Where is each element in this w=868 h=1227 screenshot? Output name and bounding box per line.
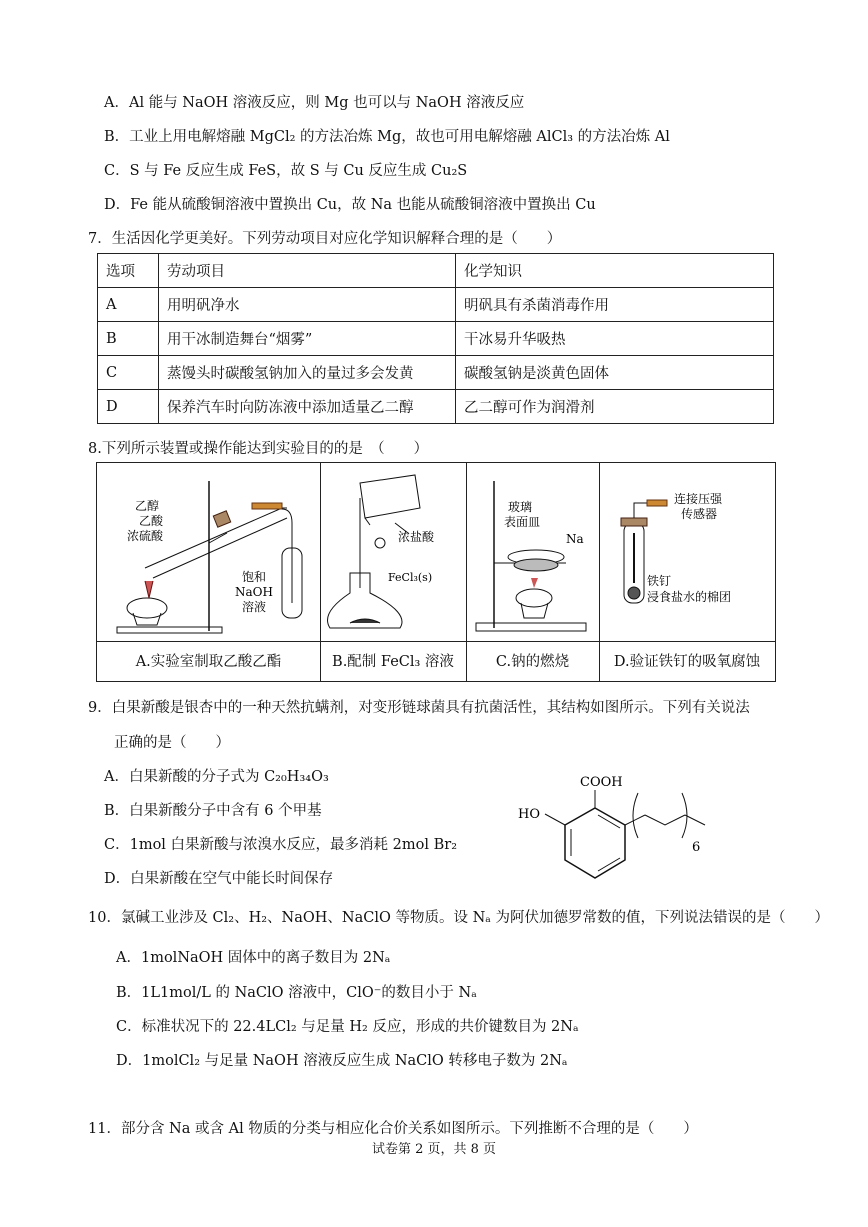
label-acetic-acid: 乙酸 [139,514,164,528]
table-cell: 用干冰制造舞台“烟雾” [159,322,456,356]
q9-option-d: D．白果新酸在空气中能长时间保存 [104,871,334,887]
sodium-burning-figure [466,463,599,641]
caption-a: A.实验室制取乙酸乙酯 [97,641,320,682]
table-cell: 保养汽车时向防冻液中添加适量乙二醇 [159,390,456,424]
label-naoh: NaOH [235,585,273,599]
table-cell: 用明矾净水 [159,288,456,322]
q6-option-b: B．工业上用电解熔融 MgCl₂ 的方法冶炼 Mg，故也可用电解熔融 AlCl₃ 的方法冶炼 Al [104,129,670,145]
table-cell: B [98,322,159,356]
table-cell: 碳酸氢钠是淡黄色固体 [456,356,774,390]
q10-option-d: D．1molCl₂ 与足量 NaOH 溶液反应生成 NaClO 转移电子数为 2Nₐ [116,1053,568,1069]
table-row [98,356,774,390]
q7-stem: 7．生活因化学更美好。下列劳动项目对应化学知识解释合理的是（ ） [88,231,562,247]
label-na: Na [566,532,584,546]
page-footer: 试卷第 2 页，共 8 页 [371,1142,497,1157]
fecl3-flask-figure [320,463,466,641]
q10-option-c: C．标准状况下的 22.4LCl₂ 与足量 H₂ 反应，形成的共价键数目为 2Nₐ [116,1019,579,1035]
q9-stem-cont: 正确的是（ ） [114,735,230,751]
q10-option-b: B．1L1mol/L 的 NaClO 溶液中，ClO⁻的数目小于 Nₐ [116,985,477,1001]
label-saturated: 饱和 [242,570,267,584]
q6-option-a: A．Al 能与 NaOH 溶液反应，则 Mg 也可以与 NaOH 溶液反应 [104,95,525,111]
q9-option-c: C．1mol 白果新酸与浓溴水反应，最多消耗 2mol Br₂ [104,837,458,853]
table-row [98,322,774,356]
label-pressure-link: 连接压强 [674,492,723,506]
label-sulfuric-acid: 浓硫酸 [127,529,164,543]
table-cell: 明矾具有杀菌消毒作用 [456,288,774,322]
q11-stem: 11．部分含 Na 或含 Al 物质的分类与相应化合价关系如图所示。下列推断不合理的是（ ） [88,1121,698,1137]
table-cell: A [98,288,159,322]
q8-stem: 8.下列所示装置或操作能达到实验目的的是 （ ） [88,441,429,457]
q9-option-b: B．白果新酸分子中含有 6 个甲基 [104,803,322,819]
label-fecl3-solid: FeCl₃(s) [388,571,433,584]
label-cooh: COOH [580,775,623,790]
q8-figure-table [96,462,776,682]
label-solution: 溶液 [242,600,267,614]
ester-apparatus-figure [97,463,320,641]
q10-option-a: A．1molNaOH 固体中的离子数目为 2Nₐ [116,950,391,966]
caption-b: B.配制 FeCl₃ 溶液 [320,641,466,682]
label-salt-cotton: 浸食盐水的棉团 [647,590,732,604]
ginkgolic-acid-structure [500,768,720,880]
label-iron-nail: 铁钉 [647,574,672,588]
label-watch-glass: 表面皿 [504,515,541,529]
label-conc-hcl: 浓盐酸 [398,530,435,544]
table-cell: 乙二醇可作为润滑剂 [456,390,774,424]
label-sensor: 传感器 [681,507,718,521]
table-cell: 干冰易升华吸热 [456,322,774,356]
table-header-cell: 劳动项目 [159,254,456,288]
table-header-cell: 化学知识 [456,254,774,288]
table-header-row [98,254,774,288]
table-header-cell: 选项 [98,254,159,288]
iron-corrosion-figure [599,463,775,641]
q10-stem: 10．氯碱工业涉及 Cl₂、H₂、NaOH、NaClO 等物质。设 Nₐ 为阿伏加德罗常数的值，下列说法错误的是（ ） [88,910,829,926]
table-row [98,390,774,424]
q7-table [97,253,774,424]
table-cell: D [98,390,159,424]
q6-option-c: C．S 与 Fe 反应生成 FeS，故 S 与 Cu 反应生成 Cu₂S [104,163,468,179]
table-row [98,288,774,322]
label-ho: HO [518,807,540,822]
table-cell: 蒸馒头时碳酸氢钠加入的量过多会发黄 [159,356,456,390]
q6-option-d: D．Fe 能从硫酸铜溶液中置换出 Cu，故 Na 也能从硫酸铜溶液中置换出 Cu [104,197,596,213]
caption-c: C.钠的燃烧 [466,641,599,682]
caption-d: D.验证铁钉的吸氧腐蚀 [599,641,775,682]
label-repeat-count: 6 [692,840,701,855]
label-glass: 玻璃 [508,500,533,514]
label-ethanol: 乙醇 [135,499,160,513]
q9-option-a: A．白果新酸的分子式为 C₂₀H₃₄O₃ [104,769,329,785]
table-cell: C [98,356,159,390]
q9-stem: 9．白果新酸是银杏中的一种天然抗螨剂，对变形链球菌具有抗菌活性，其结构如图所示。下列有关说法 [88,700,750,716]
